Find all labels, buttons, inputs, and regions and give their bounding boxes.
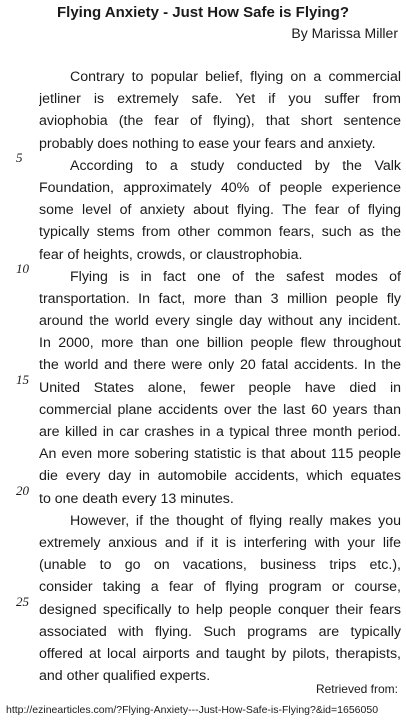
- passage-line: to one death every 13 minutes.: [39, 490, 234, 507]
- passage-title: Flying Anxiety - Just How Safe is Flying?: [57, 4, 349, 21]
- source-url: http://ezinearticles.com/?Flying-Anxiety---Just-How-Safe-is-Flying?&id=1656050: [6, 704, 379, 716]
- passage-line: An even more sobering statistic is that about 115 people: [39, 446, 401, 463]
- author-byline: By Marissa Miller: [291, 25, 398, 41]
- passage-line: designed specifically to help people conquer their fears: [39, 601, 401, 618]
- passage-line: the world and there were only 20 fatal accidents. In the: [39, 357, 401, 374]
- passage-line: some level of anxiety about flying. The fear of flying: [39, 202, 401, 219]
- passage-line: Contrary to popular belief, flying on a commercial: [70, 69, 401, 85]
- passage-line: offered at local airports and taught by pilots, therapists,: [39, 645, 401, 662]
- passage-line: In 2000, more than one billion people flew throughout: [39, 335, 401, 352]
- passage-line: aviophobia (the fear of flying), that short sentence: [39, 113, 401, 130]
- line-number-5: 5: [16, 150, 23, 165]
- passage-line: Foundation, approximately 40% of people experience: [39, 179, 401, 196]
- line-number-20: 20: [16, 483, 29, 498]
- line-number-15: 15: [16, 372, 29, 387]
- retrieved-label: Retrieved from:: [315, 682, 398, 696]
- passage-line: According to a study conducted by the Valk: [70, 157, 401, 174]
- passage-line: associated with flying. Such programs are typically: [39, 623, 401, 640]
- passage-line: die every day in automobile accidents, which equates: [39, 468, 401, 485]
- passage-line: jetliner is extremely safe. Yet if you suffer from: [39, 91, 401, 108]
- passage-line: United States alone, fewer people have died in: [39, 379, 401, 396]
- passage-line: and other qualified experts.: [39, 668, 211, 685]
- passage-body: [39, 66, 401, 687]
- passage-line: typically stems from other common fears, such as the: [39, 224, 401, 241]
- passage-line: probably does nothing to ease your fears and anxiety.: [39, 135, 376, 152]
- passage-line: transportation. In fact, more than 3 million people fly: [39, 290, 401, 307]
- passage-line: (unable to go on vacations, business trips etc.),: [39, 557, 401, 574]
- passage-line: extremely anxious and if it is interfering with your life: [39, 534, 401, 551]
- passage-line: fear of heights, crowds, or claustrophobia.: [39, 246, 303, 263]
- passage-line: commercial plane accidents over the last 60 years than: [39, 401, 401, 418]
- passage-line: around the world every single day without any incident.: [39, 313, 401, 330]
- passage-line: However, if the thought of flying really makes you: [70, 512, 401, 529]
- passage-line: consider taking a fear of flying program or course,: [39, 579, 401, 596]
- line-number-10: 10: [16, 261, 29, 276]
- line-number-25: 25: [16, 594, 29, 609]
- passage-line: Flying is in fact one of the safest modes of: [70, 268, 401, 285]
- passage-line: are killed in car crashes in a typical three month period.: [39, 424, 401, 440]
